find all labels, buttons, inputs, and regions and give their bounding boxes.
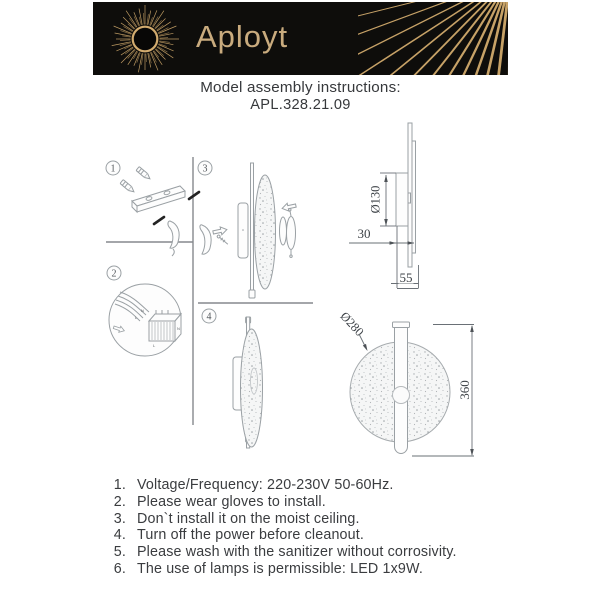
instruction-item [93,527,523,544]
front-view-dimension-drawing [337,309,474,456]
assembly-diagram [93,118,508,473]
instruction-text: Please wear gloves to install. [137,493,326,510]
instruction-number: 4. [113,527,126,544]
instruction-text: The use of lamps is permissible: LED 1x9W. [137,560,423,577]
instruction-item [93,544,523,561]
instruction-number: 2. [113,493,126,510]
model-number: APL.328.21.09 [250,97,351,113]
starburst-logo-icon [108,2,182,75]
step-2-number: 2 [111,268,117,280]
instruction-item [93,511,523,528]
dimension-bracket-diameter: Ø130 [368,185,383,214]
dimension-disc-diameter: Ø280 [337,309,367,339]
panel-3-exploded-view-drawing [200,163,297,298]
panel-2-wiring-detail-drawing [109,284,181,356]
title-block [93,79,508,113]
instruction-text: Please wash with the sanitizer without corrosivity. [137,544,457,561]
wire-label-n2: N [177,326,180,331]
wire-label-l: L [135,315,138,320]
instruction-number: 3. [113,510,126,527]
ray-fan-decoration [358,2,508,75]
wire-label-l2: L [153,343,156,348]
dimension-total-depth: 55 [399,270,413,285]
side-view-dimension-drawing [349,123,419,289]
brand-banner [93,2,508,75]
instruction-text: Voltage/Frequency: 220-230V 50-60Hz. [137,477,394,493]
step-1-number: 1 [110,163,116,175]
page-title: Model assembly instructions: [200,79,401,96]
instruction-item [93,494,523,511]
instruction-item [93,477,523,494]
instructions-list [93,477,523,578]
instruction-text: Turn off the power before cleanout. [137,527,364,544]
brand-name: Aployt [196,19,289,54]
instruction-number: 1. [113,477,126,493]
step-3-number: 3 [202,163,208,175]
instruction-item [93,561,523,578]
wire-label-n: N [141,308,144,313]
instruction-number: 6. [113,560,126,577]
step-4-number: 4 [206,311,212,323]
panel-4-assembled-view-drawing [233,317,263,448]
instruction-text: Don`t install it on the moist ceiling. [137,510,360,527]
dimension-bracket-depth: 30 [357,226,371,241]
dimension-overall-height: 360 [457,380,472,400]
instruction-number: 5. [113,544,126,561]
